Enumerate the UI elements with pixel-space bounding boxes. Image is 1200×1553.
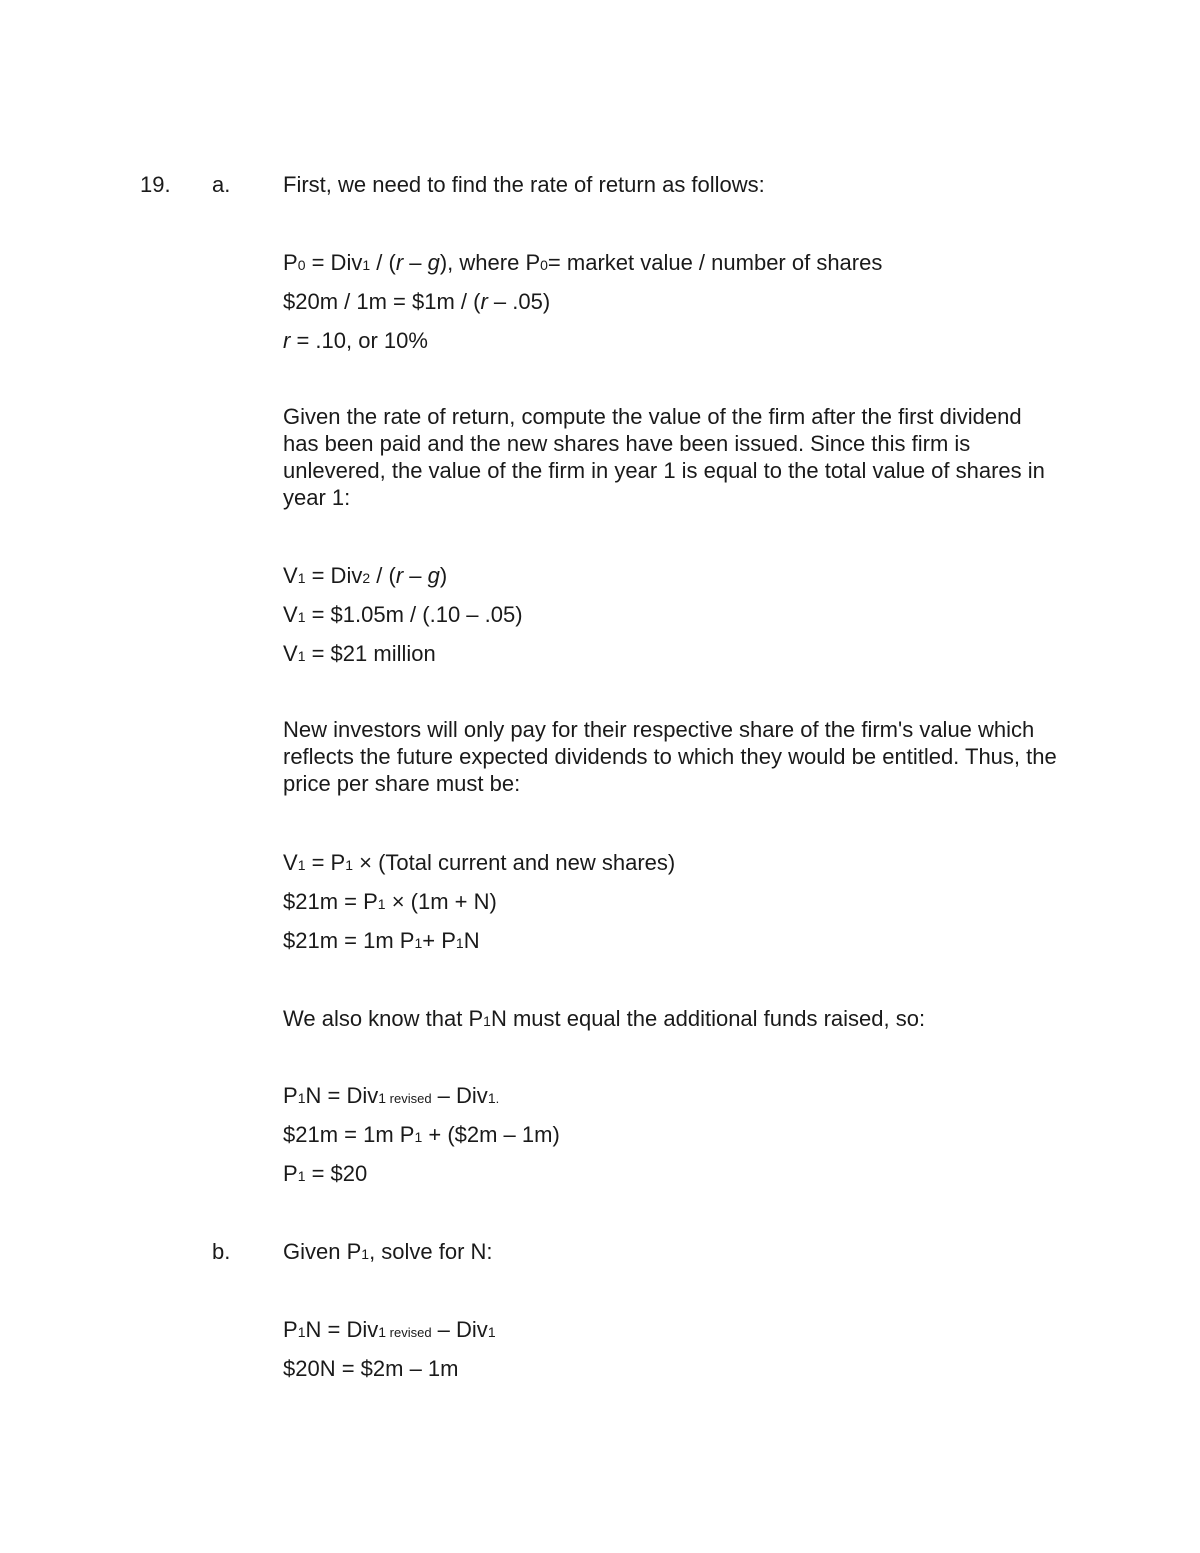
part-a-intro: First, we need to find the rate of return as follows: [283, 172, 765, 197]
paragraph-firm-value: Given the rate of return, compute the value of the firm after the first dividend has been paid and the new shares have been issued. Since this firm is unlevered, the value of the firm in year 1 is equal to the total value of shares in year 1: [283, 404, 1045, 510]
equation-value-substitution: $21m = P1 × (1m + N) [283, 889, 497, 914]
equation-price-formula: P0 = Div1 / (r – g), where P0= market value / number of shares [283, 250, 883, 275]
paragraph-additional-funds: We also know that P1N must equal the additional funds raised, so: [283, 1006, 926, 1031]
problem-number: 19. [140, 172, 171, 197]
paragraph-new-investors: New investors will only pay for their respective share of the firm's value which reflects the future expected dividends to which they would be entitled. Thus, the price per share must be: [283, 717, 1057, 796]
equation-price-solve: $21m = 1m P1 + ($2m – 1m) [283, 1122, 560, 1147]
equation-rate-result: r = .10, or 10% [283, 328, 428, 353]
part-a-label: a. [212, 172, 231, 197]
equation-funds-raised: P1N = Div1 revised – Div1. [283, 1083, 500, 1108]
equation-firm-value-result: V1 = $21 million [283, 641, 436, 666]
equation-shares-formula: P1N = Div1 revised – Div1 [283, 1317, 496, 1342]
equation-firm-value-formula: V1 = Div2 / (r – g) [283, 563, 448, 588]
part-b-intro: Given P1, solve for N: [283, 1239, 493, 1264]
part-b-label: b. [212, 1239, 231, 1264]
equation-firm-value-substitution: V1 = $1.05m / (.10 – .05) [283, 602, 523, 627]
equation-price-result: P1 = $20 [283, 1161, 368, 1186]
equation-value-shares: V1 = P1 × (Total current and new shares) [283, 850, 676, 875]
equation-shares-substitution: $20N = $2m – 1m [283, 1356, 459, 1381]
equation-value-expanded: $21m = 1m P1+ P1N [283, 928, 480, 953]
equation-substitution: $20m / 1m = $1m / (r – .05) [283, 289, 551, 314]
